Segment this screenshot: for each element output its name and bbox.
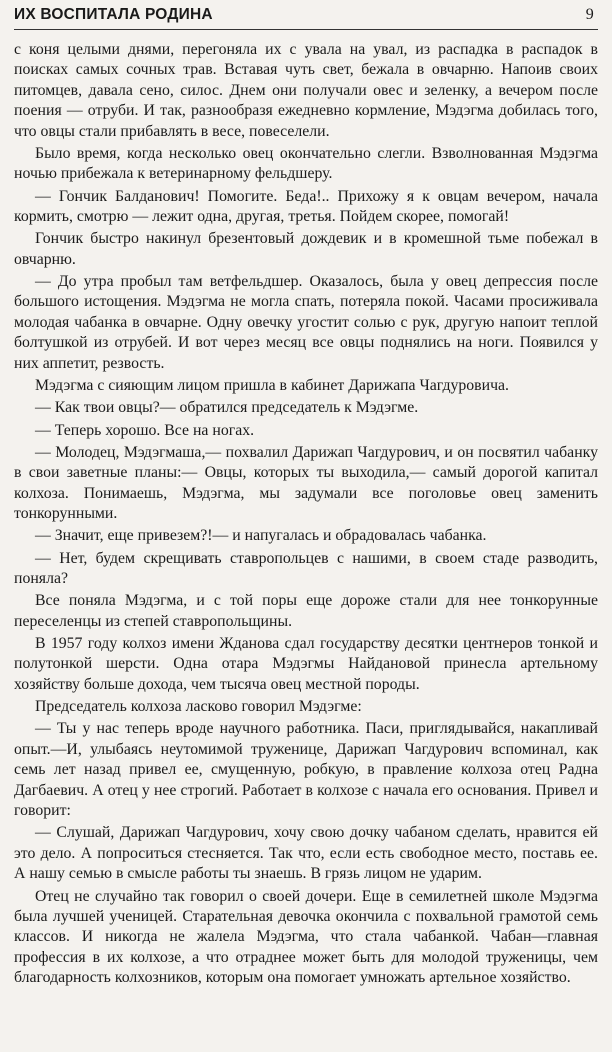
paragraph-6: Мэдэгма с сияющим лицом пришла в кабинет Дарижапа Чагдуровича. [35,376,509,394]
paragraph-8: — Теперь хорошо. Все на ногах. [35,421,255,439]
paragraph-7: — Как твои овцы?— обратился председатель к Мэдэгме. [35,399,419,417]
paragraph-13: В 1957 году колхоз имени Жданова сдал государству десятки центнеров тонкой и полутонкой шерсти. Одна отара Мэдэгмы Найдановой принесла артельному хозяйству больше дохода, чем тысяча овец местной породы. [14,635,598,693]
paragraph-10: — Значит, еще привезем?!— и напугалась и обрадовалась чабанка. [35,527,487,545]
paragraph-9: — Молодец, Мэдэгмаша,— похвалил Дарижап Чагдурович, и он посвятил чабанку в свои заветные планы:— Овцы, которых ты выходила,— самый дорогой капитал колхоза. Понимаешь, Мэдэгма, мы задумали все поголовье овец заменить тонкорунными. [14,443,598,523]
body-text [14,40,598,989]
paragraph-15: — Ты у нас теперь вроде научного работника. Паси, приглядывайся, накапливай опыт.—И, улыбаясь неутомимой труженице, Дарижап Чагдурович вспоминал, как семь лет назад привел ее, смущенную, робкую, в правление колхоза отец Радна Дагбаевич. А отец у нее строгий. Работает в колхозе с начала его основания. Привел и говорит: [14,720,598,820]
paragraph-1: с коня целыми днями, перегоняла их с увала на увал, из распадка в распадок в поисках самых сочных трав. Вставая чуть свет, бежала в овчарню. Напоив своих питомцев, давала сено, силос. Днем они получали овес и зеленку, а вечером после поения — отруби. И так, разнообразя ежедневно кормление, Мэдэгма добилась того, что овцы стали прибавлять в весе, повеселели. [14,41,598,140]
paragraph-3: — Гончик Балданович! Помогите. Беда!.. Прихожу я к овцам вечером, начала кормить, смотрю — лежит одна, другая, третья. Пойдем скорее, помогай! [14,187,598,226]
paragraph-12: Все поняла Мэдэгма, и с той поры еще дороже стали для нее тонкорунные переселенцы из степей ставропольщины. [14,592,598,630]
paragraph-2: Было время, когда несколько овец окончательно слегли. Взволнованная Мэдэгма ночью прибежала к ветеринарному фельдшеру. [14,144,598,183]
paragraph-17: Отец не случайно так говорил о своей дочери. Еще в семилетней школе Мэдэгма была лучшей ученицей. Старательная девочка окончила с похвальной грамотой семь классов. И никогда не жалела Мэдэгма, что стала чабанкой. Чабан—главная профессия в их колхозе, а что отраднее может быть для молодой труженицы, чем благодарность колхозников, которым она помогает умножать артельное хозяйство. [14,887,598,987]
paragraph-5: — До утра пробыл там ветфельдшер. Оказалось, была у овец депрессия после большого истощения. Мэдэгма не могла спать, потеряла покой. Часами просиживала молодая чабанка в овчарне. Одну овечку угостит солью с рук, другую напоит теплой болтушкой из отрубей. И вот через месяц все овцы поднялись на ноги. Появился у них аппетит, резвость. [14,273,598,372]
paragraph-11: — Нет, будем скрещивать ставропольцев с нашими, в своем стаде разводить, поняла? [14,549,598,588]
running-header [14,6,598,30]
paragraph-16: — Слушай, Дарижап Чагдурович, хочу свою дочку чабаном сделать, нравится ей это дело. А попроситься стесняется. Так что, если есть свободное место, поставь ее. А нашу семью в смысле работы ты знаешь. В грязь лицом не ударим. [14,824,598,883]
chapter-title: ИХ ВОСПИТАЛА РОДИНА [14,6,213,23]
page-number: 9 [585,6,594,23]
paragraph-14: Председатель колхоза ласково говорил Мэдэгме: [35,698,362,716]
paragraph-4: Гончик быстро накинул брезентовый дождевик и в кромешной тьме побежал в овчарню. [14,230,598,268]
